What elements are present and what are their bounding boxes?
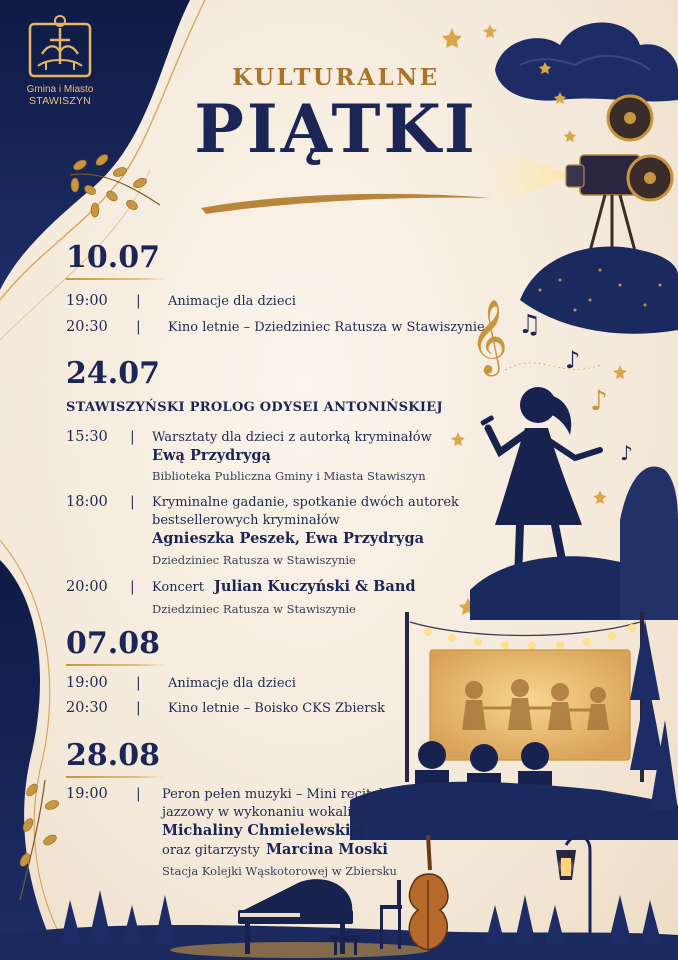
title-main: PIĄTKI bbox=[194, 90, 478, 168]
event-date-3: 07.08 bbox=[66, 626, 160, 661]
svg-text:𝄞: 𝄞 bbox=[470, 300, 508, 374]
event-3-item-1-time: 19:00 bbox=[66, 675, 108, 691]
event-1-item-2-text: Kino letnie – Dziedziniec Ratusza w Stawiszynie bbox=[168, 320, 485, 335]
separator: | bbox=[136, 319, 141, 335]
separator: | bbox=[130, 579, 135, 595]
date-underline-4 bbox=[66, 776, 166, 778]
title-subtitle: KULTURALNE bbox=[232, 64, 440, 91]
event-2-item-2-time: 18:00 bbox=[66, 494, 108, 510]
logo-line1: Gmina i Miasto bbox=[26, 84, 94, 95]
event-3-item-2-time: 20:30 bbox=[66, 700, 108, 716]
event-1-item-1-time: 19:00 bbox=[66, 293, 108, 309]
separator: | bbox=[136, 293, 141, 309]
event-4-item-1-singer: Michaliny Chmielewskiej bbox=[162, 822, 365, 839]
cloud-top-right bbox=[495, 23, 678, 102]
hedge-right-middle bbox=[470, 467, 678, 620]
trees-right bbox=[630, 620, 678, 810]
event-4-item-1-guitarist: Marcina Moski bbox=[266, 841, 388, 858]
event-4-item-1-text: Peron pełen muzyki – Mini recital bbox=[162, 787, 384, 802]
separator: | bbox=[136, 786, 141, 802]
event-date-1: 10.07 bbox=[66, 240, 160, 275]
event-4-item-1-text3: oraz gitarzysty bbox=[162, 843, 260, 858]
svg-text:♪: ♪ bbox=[565, 346, 581, 374]
event-2-item-1-place: Biblioteka Publiczna Gminy i Miasta Stawiszyn bbox=[152, 469, 426, 483]
event-3-item-1-text: Animacje dla dzieci bbox=[168, 676, 296, 691]
navy-wave-left bbox=[0, 540, 75, 960]
bushes-right-top bbox=[520, 247, 678, 334]
title-swash bbox=[196, 186, 496, 216]
event-1-item-2-time: 20:30 bbox=[66, 319, 108, 335]
event-4-item-1-text2: jazzowy w wykonaniu wokalistki bbox=[162, 805, 376, 820]
event-4-item-1-time: 19:00 bbox=[66, 786, 108, 802]
municipality-logo bbox=[20, 14, 100, 107]
event-4-item-1-place: Stacja Kolejki Wąskotorowej w Zbiersku bbox=[162, 864, 397, 878]
event-2-item-3-place: Dziedziniec Ratusza w Stawiszynie bbox=[152, 602, 356, 616]
event-2-item-3-band: Julian Kuczyński & Band bbox=[214, 578, 416, 595]
event-2-item-2-text: Kryminalne gadanie, spotkanie dwóch autorek bbox=[152, 495, 459, 510]
separator: | bbox=[136, 700, 141, 716]
event-3-item-2-text: Kino letnie – Boisko CKS Zbiersk bbox=[168, 701, 385, 716]
event-date-2: 24.07 bbox=[66, 356, 160, 391]
separator: | bbox=[136, 675, 141, 691]
svg-text:♪: ♪ bbox=[620, 441, 633, 465]
event-2-item-2-persons: Agnieszka Peszek, Ewa Przydryga bbox=[152, 530, 424, 547]
event-2-item-3-time: 20:00 bbox=[66, 579, 108, 595]
open-air-cinema bbox=[350, 612, 678, 840]
event-2-item-1-time: 15:30 bbox=[66, 429, 108, 445]
event-2-item-1-person: Ewą Przydrygą bbox=[152, 447, 271, 464]
separator: | bbox=[130, 494, 135, 510]
svg-text:♪: ♪ bbox=[590, 384, 608, 417]
event-2-item-1-text: Warsztaty dla dzieci z autorką kryminałów bbox=[152, 430, 432, 445]
event-2-item-2-text2: bestsellerowych kryminałów bbox=[152, 513, 340, 528]
logo-line2: STAWISZYN bbox=[29, 95, 91, 107]
event-2-item-2-place: Dziedziniec Ratusza w Stawiszynie bbox=[152, 553, 356, 567]
date-underline-3 bbox=[66, 664, 166, 666]
event-date-4: 28.08 bbox=[66, 738, 160, 773]
event-1-item-1-text: Animacje dla dzieci bbox=[168, 294, 296, 309]
separator: | bbox=[130, 429, 135, 445]
svg-text:♫: ♫ bbox=[518, 310, 542, 340]
singing-girl-silhouette bbox=[480, 387, 600, 585]
event-2-headline: STAWISZYŃSKI PROLOG ODYSEI ANTONIŃSKIEJ bbox=[66, 400, 443, 415]
coat-of-arms-icon bbox=[28, 14, 92, 80]
event-2-item-3-text: Koncert bbox=[152, 580, 204, 595]
date-underline-1 bbox=[66, 278, 166, 280]
